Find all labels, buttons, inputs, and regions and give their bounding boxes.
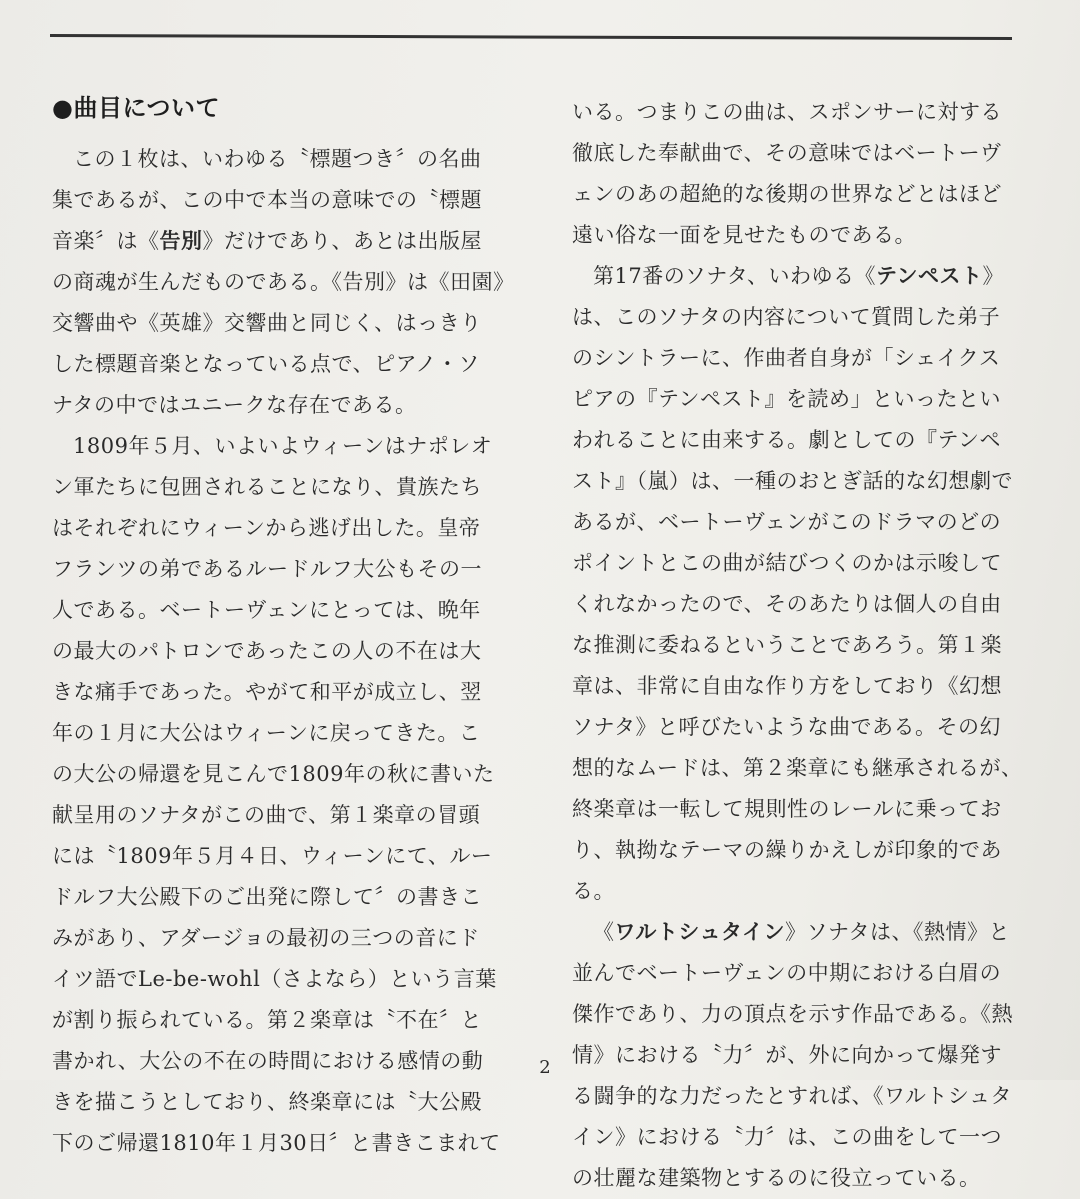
- text-segment: る闘争的な力だったとすれば、《ワルトシュタ: [572, 1084, 1012, 1108]
- top-rule: [50, 34, 1012, 40]
- text-line: [572, 92, 1032, 133]
- text-segment: 傑作であり、力の頂点を示す作品である。《熱: [572, 1002, 1013, 1026]
- section-heading: ●曲目について: [52, 94, 220, 122]
- text-segment: の壮麗な建築物とするのに役立っている。: [572, 1166, 981, 1190]
- text-line: [572, 297, 1032, 338]
- text-segment: みがあり、アダージョの最初の三つの音にド: [52, 926, 480, 950]
- text-segment: イン》における〝力〞は、この曲をして一つ: [572, 1125, 1002, 1149]
- text-segment: の大公の帰還を見こんで1809年の秋に書いた: [52, 762, 495, 786]
- text-segment: 人である。ベートーヴェンにとっては、晩年: [52, 598, 481, 622]
- text-line: [572, 912, 1032, 953]
- text-line: [52, 180, 522, 221]
- text-segment: われることに由来する。劇としての『テンペ: [572, 428, 1001, 452]
- text-line: [52, 426, 522, 467]
- text-segment: ン軍たちに包囲されることになり、貴族たち: [52, 475, 482, 499]
- text-line: [572, 1076, 1032, 1117]
- text-segment: 遠い俗な一面を見せたものである。: [572, 223, 916, 247]
- text-segment: 終楽章は一転して規則性のレールに乗ってお: [572, 797, 1002, 821]
- text-segment: ソナタ》と呼びたいような曲である。その幻: [572, 715, 1001, 739]
- text-line: [572, 830, 1032, 871]
- left-column: [52, 88, 522, 1164]
- text-segment: ナタの中ではユニークな存在である。: [52, 393, 417, 417]
- text-segment: が割り振られている。第２楽章は〝不在〞と: [52, 1008, 482, 1032]
- text-segment: イツ語でLe-be-wohl（さよなら）という言葉: [52, 967, 497, 991]
- text-segment: 書かれ、大公の不在の時間における感情の動: [52, 1049, 484, 1073]
- text-line: [572, 420, 1032, 461]
- text-line: [52, 754, 522, 795]
- text-segment: には〝1809年５月４日、ウィーンにて、ルー: [52, 844, 493, 868]
- text-line: [572, 707, 1032, 748]
- text-line: [52, 877, 522, 918]
- text-line: [52, 139, 522, 180]
- text-line: [572, 1117, 1032, 1158]
- text-line: [572, 994, 1032, 1035]
- text-segment: はそれぞれにウィーンから逃げ出した。皇帝: [52, 516, 481, 540]
- text-segment: 》: [982, 264, 1004, 288]
- text-line: [572, 953, 1032, 994]
- text-segment: くれなかったので、そのあたりは個人の自由: [572, 592, 1002, 616]
- text-line: [572, 256, 1032, 297]
- text-line: [52, 303, 522, 344]
- text-line: [52, 221, 522, 262]
- text-segment: あるが、ベートーヴェンがこのドラマのどの: [572, 510, 1002, 534]
- text-segment: した標題音楽となっている点で、ピアノ・ソ: [52, 352, 480, 376]
- text-line: [52, 344, 522, 385]
- text-line: [572, 215, 1032, 256]
- text-line: [572, 174, 1032, 215]
- text-segment: な推測に委ねるということであろう。第１楽: [572, 633, 1002, 657]
- text-line: [572, 1158, 1032, 1199]
- text-segment: の商魂が生んだものである。《告別》は《田園》: [52, 270, 515, 294]
- text-line: [52, 590, 522, 631]
- text-line: [572, 666, 1032, 707]
- text-segment: ピアの『テンペスト』を読め」といったとい: [572, 387, 1001, 411]
- text-line: [52, 1123, 522, 1164]
- text-line: [572, 543, 1032, 584]
- text-segment: 献呈用のソナタがこの曲で、第１楽章の冒頭: [52, 803, 481, 827]
- text-line: [52, 262, 522, 303]
- text-segment: 下のご帰還1810年１月30日〞と書きこまれて: [52, 1131, 501, 1155]
- text-segment: スト』（嵐）は、一種のおとぎ話的な幻想劇で: [572, 469, 1013, 493]
- text-segment: 想的なムードは、第２楽章にも継承されるが、: [572, 756, 1023, 780]
- text-segment: ドルフ大公殿下のご出発に際して〞の書きこ: [52, 885, 482, 909]
- text-line: [572, 133, 1032, 174]
- text-segment: 《: [593, 920, 615, 944]
- text-segment: 並んでベートーヴェンの中期における白眉の: [572, 961, 1002, 985]
- bold-title: ワルトシュタイン: [614, 920, 786, 944]
- page-number: 2: [539, 1057, 551, 1078]
- text-line: [572, 871, 1032, 912]
- text-line: [52, 1082, 522, 1123]
- text-line: [52, 672, 522, 713]
- text-line: [52, 795, 522, 836]
- text-line: [52, 836, 522, 877]
- text-line: [572, 338, 1032, 379]
- text-segment: きを描こうとしており、終楽章には〝大公殿: [52, 1090, 482, 1114]
- text-line: [572, 584, 1032, 625]
- text-segment: きな痛手であった。やがて和平が成立し、翌: [52, 680, 482, 704]
- text-segment: ェンのあの超絶的な後期の世界などとはほど: [572, 182, 1002, 206]
- text-segment: は、このソナタの内容について質問した弟子: [572, 305, 1001, 329]
- text-segment: 》ソナタは、《熱情》と: [785, 920, 1010, 944]
- text-segment: 交響曲や《英雄》交響曲と同じく、はっきり: [52, 311, 482, 335]
- text-line: [572, 625, 1032, 666]
- text-segment: 》だけであり、あとは出版屋: [202, 229, 482, 253]
- text-line: [572, 502, 1032, 543]
- text-line: [52, 631, 522, 672]
- text-line: [52, 1000, 522, 1041]
- bold-title: 告別: [159, 229, 203, 253]
- text-segment: いる。つまりこの曲は、スポンサーに対する: [572, 100, 1002, 124]
- right-column-text: [572, 92, 1032, 1199]
- text-line: [52, 549, 522, 590]
- text-segment: 徹底した奉献曲で、その意味ではベートーヴ: [572, 141, 1002, 165]
- text-segment: フランツの弟であるルードルフ大公もその一: [52, 557, 482, 581]
- text-line: [572, 748, 1032, 789]
- text-line: [52, 959, 522, 1000]
- bold-title: テンペスト: [876, 264, 983, 288]
- text-segment: この１枚は、いわゆる〝標題つき〞の名曲: [73, 147, 482, 171]
- right-column: [572, 92, 1032, 1199]
- text-line: [52, 508, 522, 549]
- text-segment: ポイントとこの曲が結びつくのかは示唆して: [572, 551, 1002, 575]
- text-segment: り、執拗なテーマの繰りかえしが印象的であ: [572, 838, 1002, 862]
- text-line: [572, 461, 1032, 502]
- text-segment: 集であるが、この中で本当の意味での〝標題: [52, 188, 482, 212]
- text-segment: 音楽〞は《: [52, 229, 160, 253]
- text-line: [52, 713, 522, 754]
- text-line: [572, 379, 1032, 420]
- text-segment: 章は、非常に自由な作り方をしており《幻想: [572, 674, 1002, 698]
- text-segment: のシントラーに、作曲者自身が「シェイクス: [572, 346, 1001, 370]
- text-segment: の最大のパトロンであったこの人の不在は大: [52, 639, 482, 663]
- text-segment: る。: [572, 879, 615, 903]
- text-segment: 情》における〝力〞が、外に向かって爆発す: [572, 1043, 1002, 1067]
- text-line: [572, 789, 1032, 830]
- text-segment: 1809年５月、いよいよウィーンはナポレオ: [73, 434, 493, 458]
- text-line: [52, 385, 522, 426]
- text-line: [52, 918, 522, 959]
- text-segment: 年の１月に大公はウィーンに戻ってきた。こ: [52, 721, 481, 745]
- left-column-text: [52, 139, 522, 1164]
- text-segment: 第17番のソナタ、いわゆる《: [593, 264, 876, 288]
- text-line: [52, 467, 522, 508]
